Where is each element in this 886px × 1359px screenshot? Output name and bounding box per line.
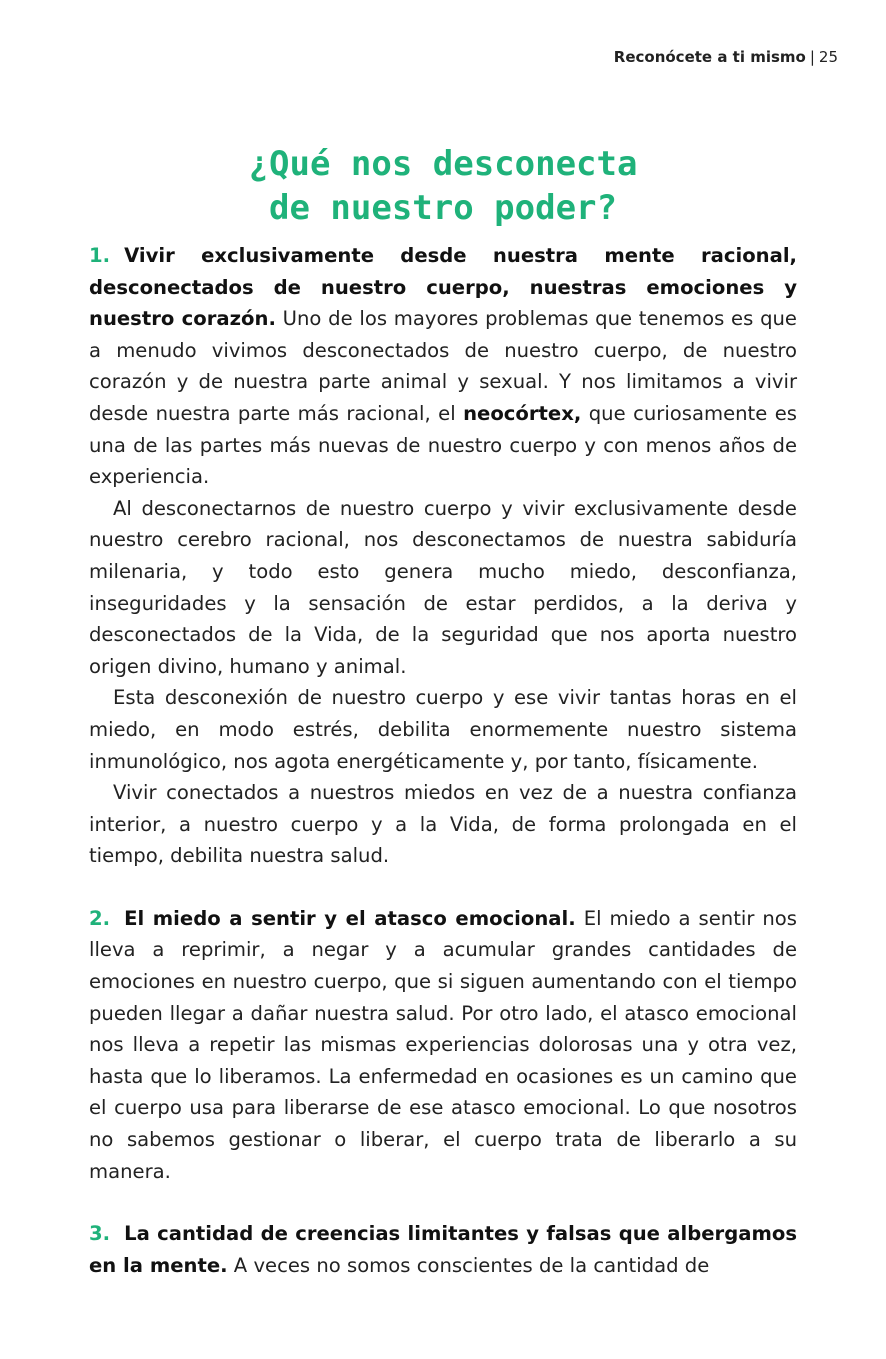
running-header — [614, 48, 838, 66]
section-3 — [89, 1218, 797, 1281]
section-lead: El miedo a sentir y el atasco emocional. — [124, 906, 576, 930]
body-text — [89, 240, 797, 1281]
section-text: A veces no somos conscientes de la cantidad de — [227, 1253, 710, 1277]
paragraph: Al desconectarnos de nuestro cuerpo y vivir exclusivamente desde nuestro cerebro racional, nos desconectamos de nuestra sabiduría milenaria, y todo esto genera mucho miedo, desconfianza, inseguridades y la sensación de estar perdidos, a la deriva y desconectados de la Vida, de la seguridad que nos aporta nuestro origen divino, humano y animal. — [89, 496, 797, 678]
chapter-title — [0, 142, 886, 230]
section-text: Uno de los mayores problemas que tenemos es que a menudo vivimos desconectados de nuestro cuerpo, de nuestro corazón y de nuestra parte animal y sexual. Y nos limitamos a vivir desde nuestra parte más racional, el — [89, 307, 797, 425]
section-number: 2. — [89, 906, 111, 930]
bold-term: neocórtex, — [463, 401, 582, 425]
header-separator: | — [809, 48, 815, 66]
section-2 — [89, 903, 797, 1187]
section-1-intro — [89, 240, 797, 493]
running-title: Reconócete a ti mismo — [613, 48, 806, 66]
section-number: 1. — [89, 244, 111, 267]
section-number: 3. — [89, 1222, 111, 1246]
section-text: El miedo a sentir nos lleva a reprimir, a negar y a acumular grandes cantidades de emociones en nuestro cuerpo, que si siguen aumentando con el tiempo pueden llegar a dañar nuestra salud. Por otro lado, el atasco emocional nos lleva a repetir las mismas experiencias dolorosas una y otra vez, hasta que lo liberamos. La enfermedad en ocasiones es un camino que el cuerpo usa para liberarse de ese atasco emocional. Lo que nosotros no sabemos gestionar o liberar, el cuerpo trata de liberarlo a su manera. — [89, 906, 797, 1183]
paragraph: Esta desconexión de nuestro cuerpo y ese vivir tantas horas en el miedo, en modo estrés, debilita enormemente nuestro sistema inmunológico, nos agota energéticamente y, por tanto, físicamente. — [89, 686, 797, 773]
section-lead: La cantidad de creencias limitantes y falsas que albergamos en la mente. — [89, 1222, 797, 1277]
section-lead: Vivir exclusivamente desde nuestra mente racional, desconectados de nuestro cuerpo, nuestras emociones y nuestro corazón. — [89, 244, 797, 331]
paragraph: Vivir conectados a nuestros miedos en vez de a nuestra confianza interior, a nuestro cuerpo y a la Vida, de forma prolongada en el tiempo, debilita nuestra salud. — [89, 781, 797, 868]
section-text: que curiosamente es una de las partes más nuevas de nuestro cuerpo y con menos años de experiencia. — [89, 401, 797, 489]
title-line-2: de nuestro poder? — [269, 188, 617, 228]
page-number: 25 — [818, 48, 838, 66]
title-line-1: ¿Qué nos desconecta — [248, 144, 638, 184]
